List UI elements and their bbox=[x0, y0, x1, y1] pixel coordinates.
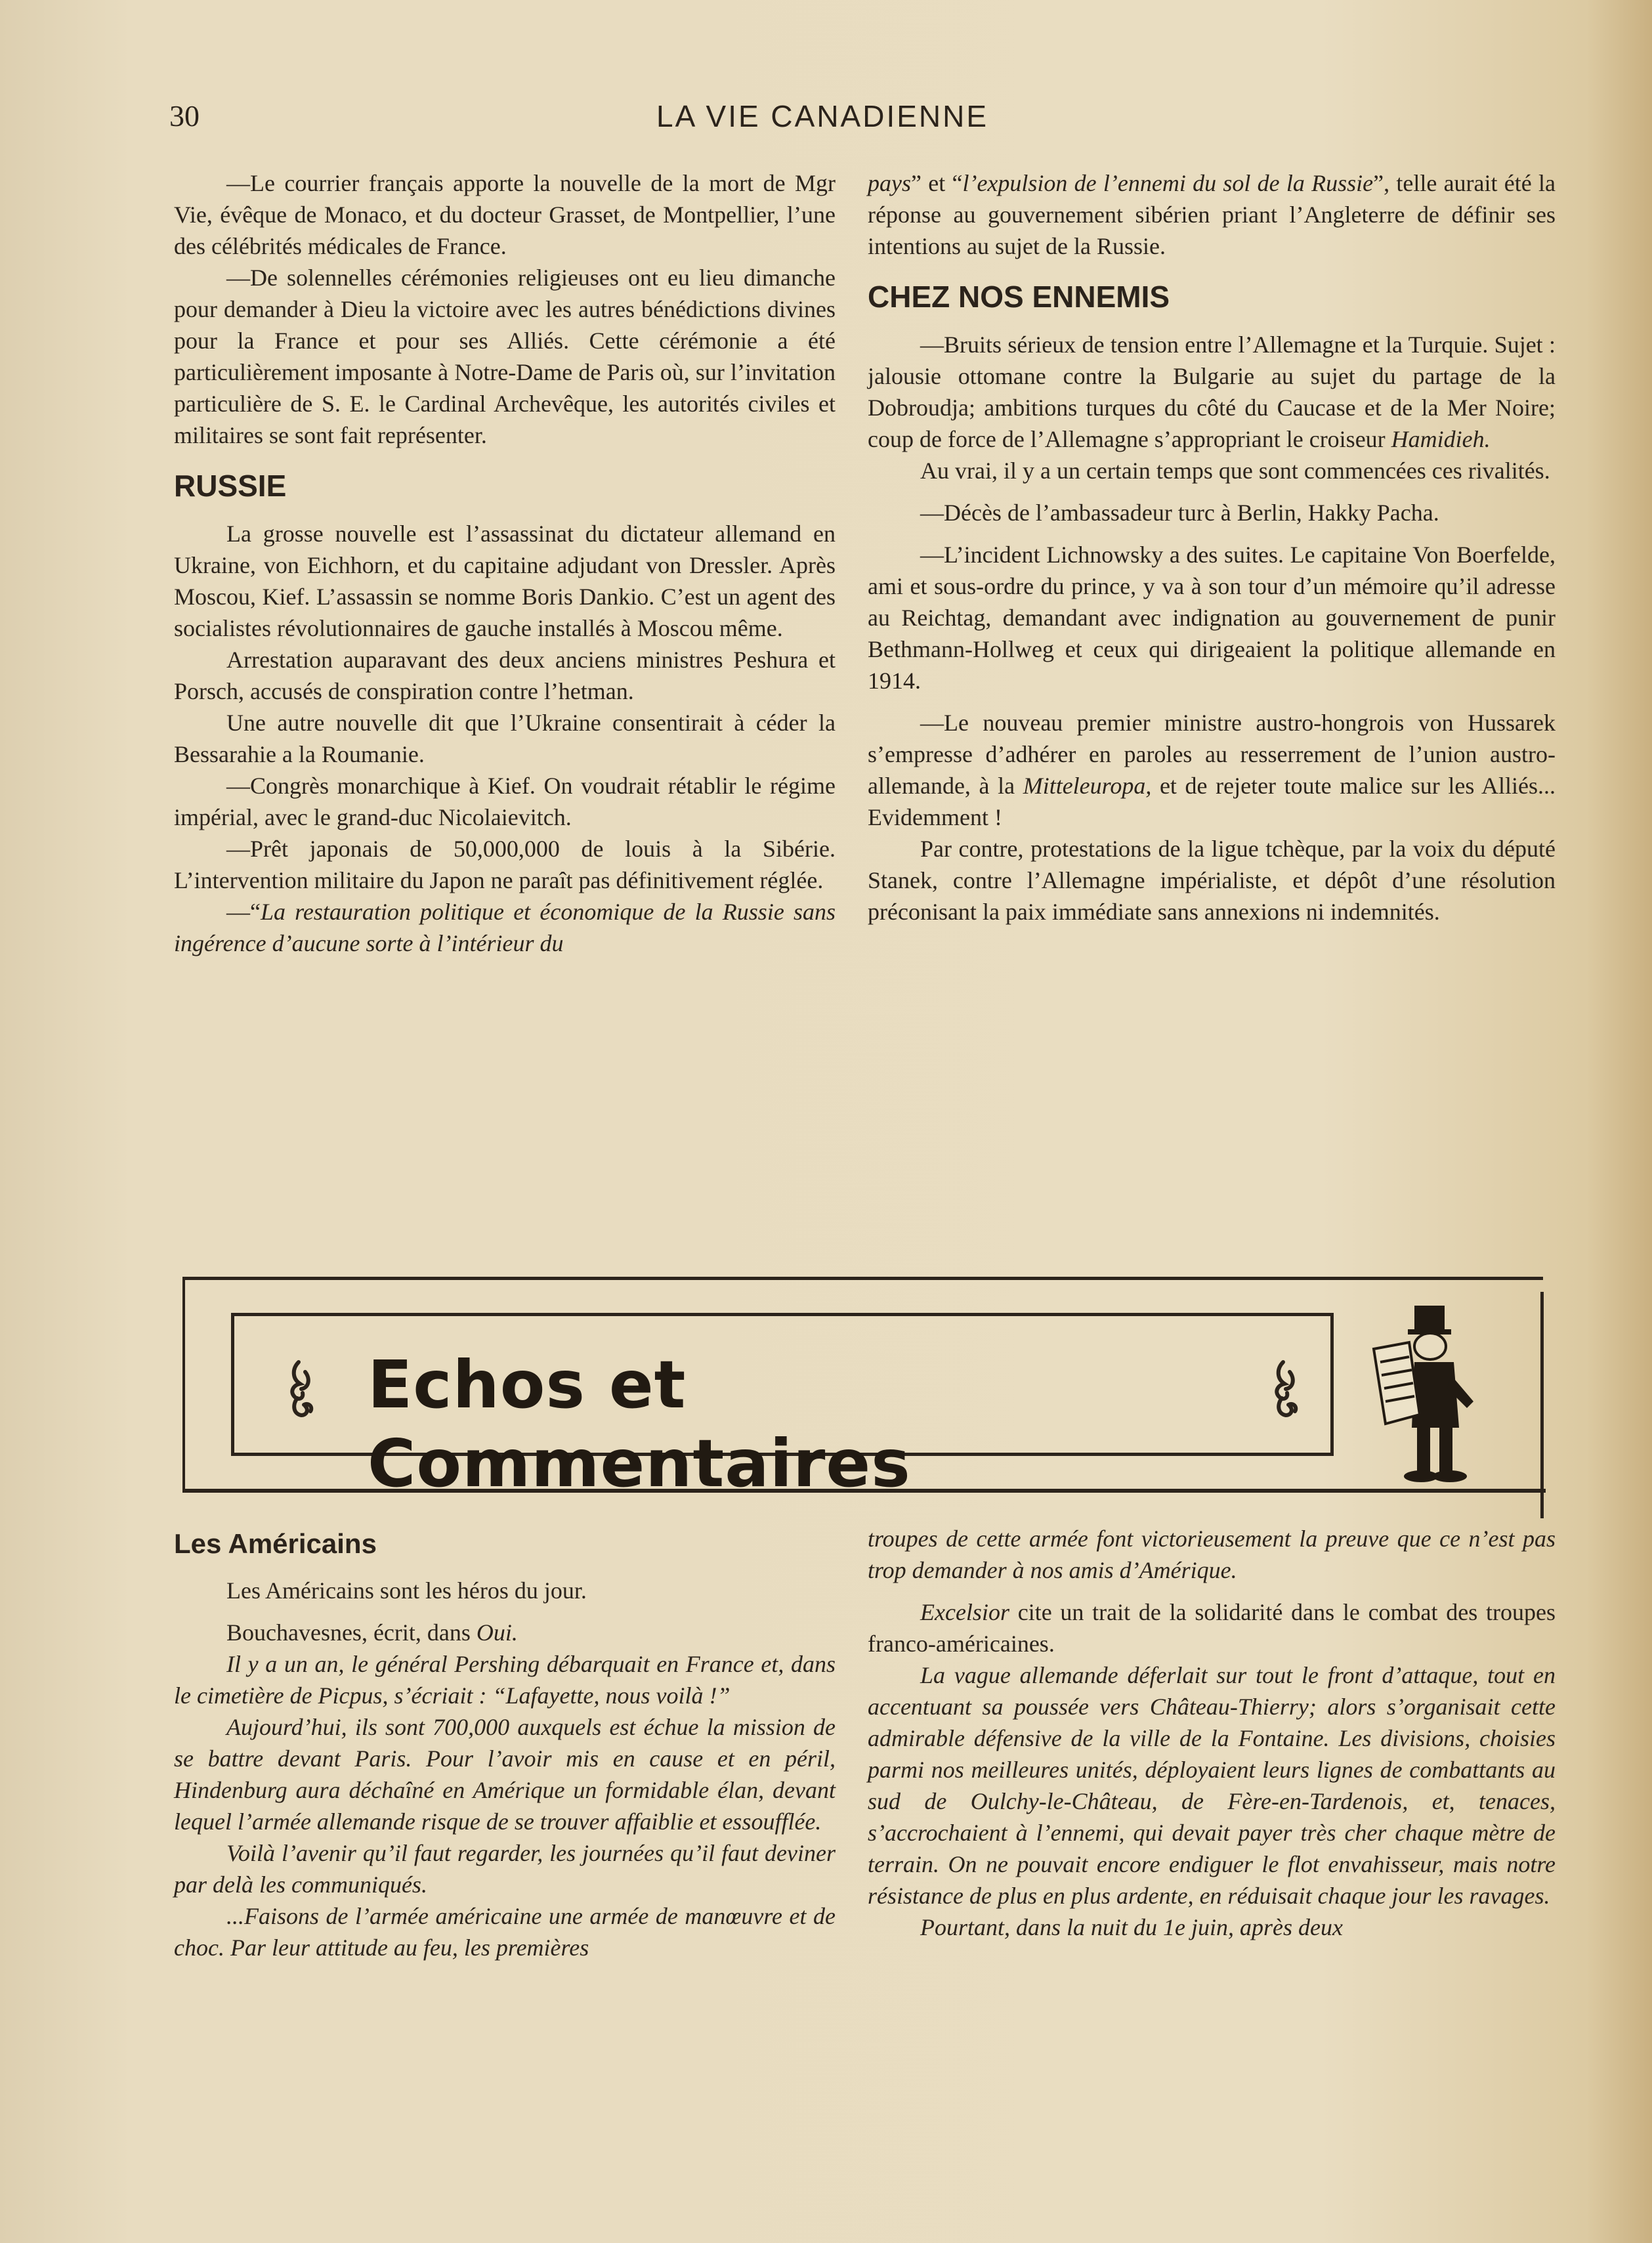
paragraph-italic: troupes de cette armée font victorieusement la preuve que ce n’est pas trop demander à nos amis d’Amérique. bbox=[868, 1526, 1556, 1583]
paragraph bbox=[868, 1596, 1556, 1659]
paragraph-italic: ...Faisons de l’armée américaine une armée de manœuvre et de choc. Par leur attitude au feu, les premières bbox=[174, 1903, 836, 1961]
text-run: —Le nouveau premier ministre austro-hongrois von Hussarek s’empresse d’adhérer en paroles au resserrement de l’union austro-allemande, à la bbox=[868, 710, 1556, 799]
column-bottom-right bbox=[868, 1523, 1556, 1943]
fleuron-right-icon bbox=[1263, 1359, 1309, 1418]
paragraph bbox=[868, 329, 1556, 455]
paragraph: —Congrès monarchique à Kief. On voudrait rétablir le régime impérial, avec le grand-duc Nicolaievitch. bbox=[174, 773, 836, 830]
paragraph: —Décès de l’ambassadeur turc à Berlin, Hakky Pacha. bbox=[920, 500, 1439, 526]
section-heading-americains: Les Américains bbox=[174, 1528, 377, 1559]
paragraph bbox=[174, 896, 836, 959]
banner-top-rule bbox=[182, 1277, 1543, 1280]
running-title: LA VIE CANADIENNE bbox=[656, 99, 989, 133]
text-run-italic: pays bbox=[868, 170, 911, 196]
page-number: 30 bbox=[169, 99, 200, 133]
paragraph: Arrestation auparavant des deux anciens ministres Peshura et Porsch, accusés de conspiration contre l’hetman. bbox=[174, 647, 836, 704]
text-run: —“ bbox=[226, 899, 261, 925]
paragraph: Les Américains sont les héros du jour. bbox=[226, 1577, 587, 1604]
column-bottom-left bbox=[174, 1526, 836, 1963]
paragraph: —De solennelles cérémonies religieuses ont eu lieu dimanche pour demander à Dieu la victoire avec les autres bénédictions divines pour la France et pour ses Alliés. Cette cérémonie a été particulièrement imposante à Notre-Dame de Paris où, sur l’invitation particulière de S. E. le Cardinal Archevêque, les autorités civiles et militaires se sont fait représenter. bbox=[174, 265, 836, 448]
text-run: Bouchavesnes, écrit, dans bbox=[226, 1619, 471, 1646]
paragraph-italic: Voilà l’avenir qu’il faut regarder, les journées qu’il faut deviner par delà les communiqués. bbox=[174, 1840, 836, 1898]
paragraph-italic: Pourtant, dans la nuit du 1e juin, après deux bbox=[920, 1914, 1343, 1940]
text-run-italic: l’expulsion de l’ennemi du sol de la Russie bbox=[962, 170, 1374, 196]
paragraph bbox=[868, 707, 1556, 833]
text-run: et de rejeter toute malice sur les Alliés... Evidemment ! bbox=[868, 773, 1556, 830]
newsboy-illustration-icon bbox=[1368, 1303, 1487, 1487]
column-top-right bbox=[868, 167, 1556, 928]
banner-right-rule bbox=[1540, 1292, 1544, 1518]
paragraph: —Le courrier français apporte la nouvelle de la mort de Mgr Vie, évêque de Monaco, et du docteur Grasset, de Montpellier, l’une des célébrités médicales de France. bbox=[174, 170, 836, 259]
paragraph-italic: Aujourd’hui, ils sont 700,000 auxquels est échue la mission de se battre devant Paris. Pour l’avoir mis en cause et en péril, Hindenburg aura déchaîné en Amérique un formidable élan, devant lequel l’armée allemande risque de se trouver affaiblie et essoufflée. bbox=[174, 1714, 836, 1835]
paragraph: Au vrai, il y a un certain temps que sont commencées ces rivalités. bbox=[920, 458, 1550, 484]
section-heading-ennemis: CHEZ NOS ENNEMIS bbox=[868, 280, 1170, 314]
text-run-italic: Hamidieh. bbox=[1391, 426, 1491, 452]
section-heading-russie: RUSSIE bbox=[174, 469, 287, 503]
text-run: —Bruits sérieux de tension entre l’Allemagne et la Turquie. Sujet : jalousie ottomane contre la Bulgarie au sujet du partage de la Dobroudja; ambitions turques du côté du Caucase et de la Mer Noire; coup de force de l’Allemagne s’appropriant le croiseur bbox=[868, 331, 1556, 452]
fleuron-left-icon bbox=[279, 1359, 325, 1418]
banner-title: Echos et Commentaires bbox=[368, 1346, 911, 1502]
text-run-italic: Mitteleuropa, bbox=[1023, 773, 1152, 799]
text-run: ” et “ bbox=[911, 170, 963, 196]
column-top-left bbox=[174, 167, 836, 959]
paragraph: Par contre, protestations de la ligue tchèque, par la voix du député Stanek, contre l’Allemagne impérialiste, et dépôt d’une résolution préconisant la paix immédiate sans annexions ni indemnités. bbox=[868, 836, 1556, 925]
text-run-italic: Excelsior bbox=[920, 1599, 1009, 1625]
paragraph: Une autre nouvelle dit que l’Ukraine consentirait à céder la Bessarahie a la Roumanie. bbox=[174, 710, 836, 767]
text-run-italic: La restauration politique et économique de la Russie sans ingérence d’aucune sorte à l’intérieur du bbox=[174, 899, 836, 956]
paragraph: —L’incident Lichnowsky a des suites. Le capitaine Von Boerfelde, ami et sous-ordre du prince, y va à son tour d’un mémoire qu’il adresse au Reichtag, demandant avec indignation au gouvernement de punir Bethmann-Hollweg et ceux qui dirigeaient la politique allemande en 1914. bbox=[868, 542, 1556, 694]
paragraph bbox=[174, 1617, 836, 1648]
paragraph bbox=[868, 167, 1556, 262]
text-run: ”, telle aurait été la réponse au gouvernement sibérien priant l’Angleterre de définir ses intentions au sujet de la Russie. bbox=[868, 170, 1556, 259]
paragraph: La grosse nouvelle est l’assassinat du dictateur allemand en Ukraine, von Eichhorn, et du capitaine adjudant von Dressler. Après Moscou, Kief. L’assassin se nomme Boris Dankio. C’est un agent des socialistes révolutionnaires de gauche installés à Moscou même. bbox=[174, 521, 836, 641]
paragraph: —Prêt japonais de 50,000,000 de louis à la Sibérie. L’intervention militaire du Japon ne paraît pas définitivement réglée. bbox=[174, 836, 836, 893]
text-run: cite un trait de la solidarité dans le combat des troupes franco-américaines. bbox=[868, 1599, 1556, 1657]
paragraph-italic: La vague allemande déferlait sur tout le front d’attaque, tout en accentuant sa poussée vers Château-Thierry; alors s’organisait cette admirable défensive de la ville de la Fontaine. Les divisions, choisies parmi nos meilleures unités, déployaient leurs lignes de combattants au sud de Oulchy-le-Château, de Fère-en-Tardenois, et, tenaces, s’accrochaient à l’ennemi, qui devait payer très cher chaque mètre de terrain. On ne pouvait encore endiguer le flot envahisseur, mais notre résistance de plus en plus ardente, en réduisait chaque jour les ravages. bbox=[868, 1662, 1556, 1909]
text-run-italic: Oui. bbox=[476, 1619, 518, 1646]
paragraph-italic: Il y a un an, le général Pershing débarquait en France et, dans le cimetière de Picpus, s’écriait : “Lafayette, nous voilà !” bbox=[174, 1651, 836, 1709]
